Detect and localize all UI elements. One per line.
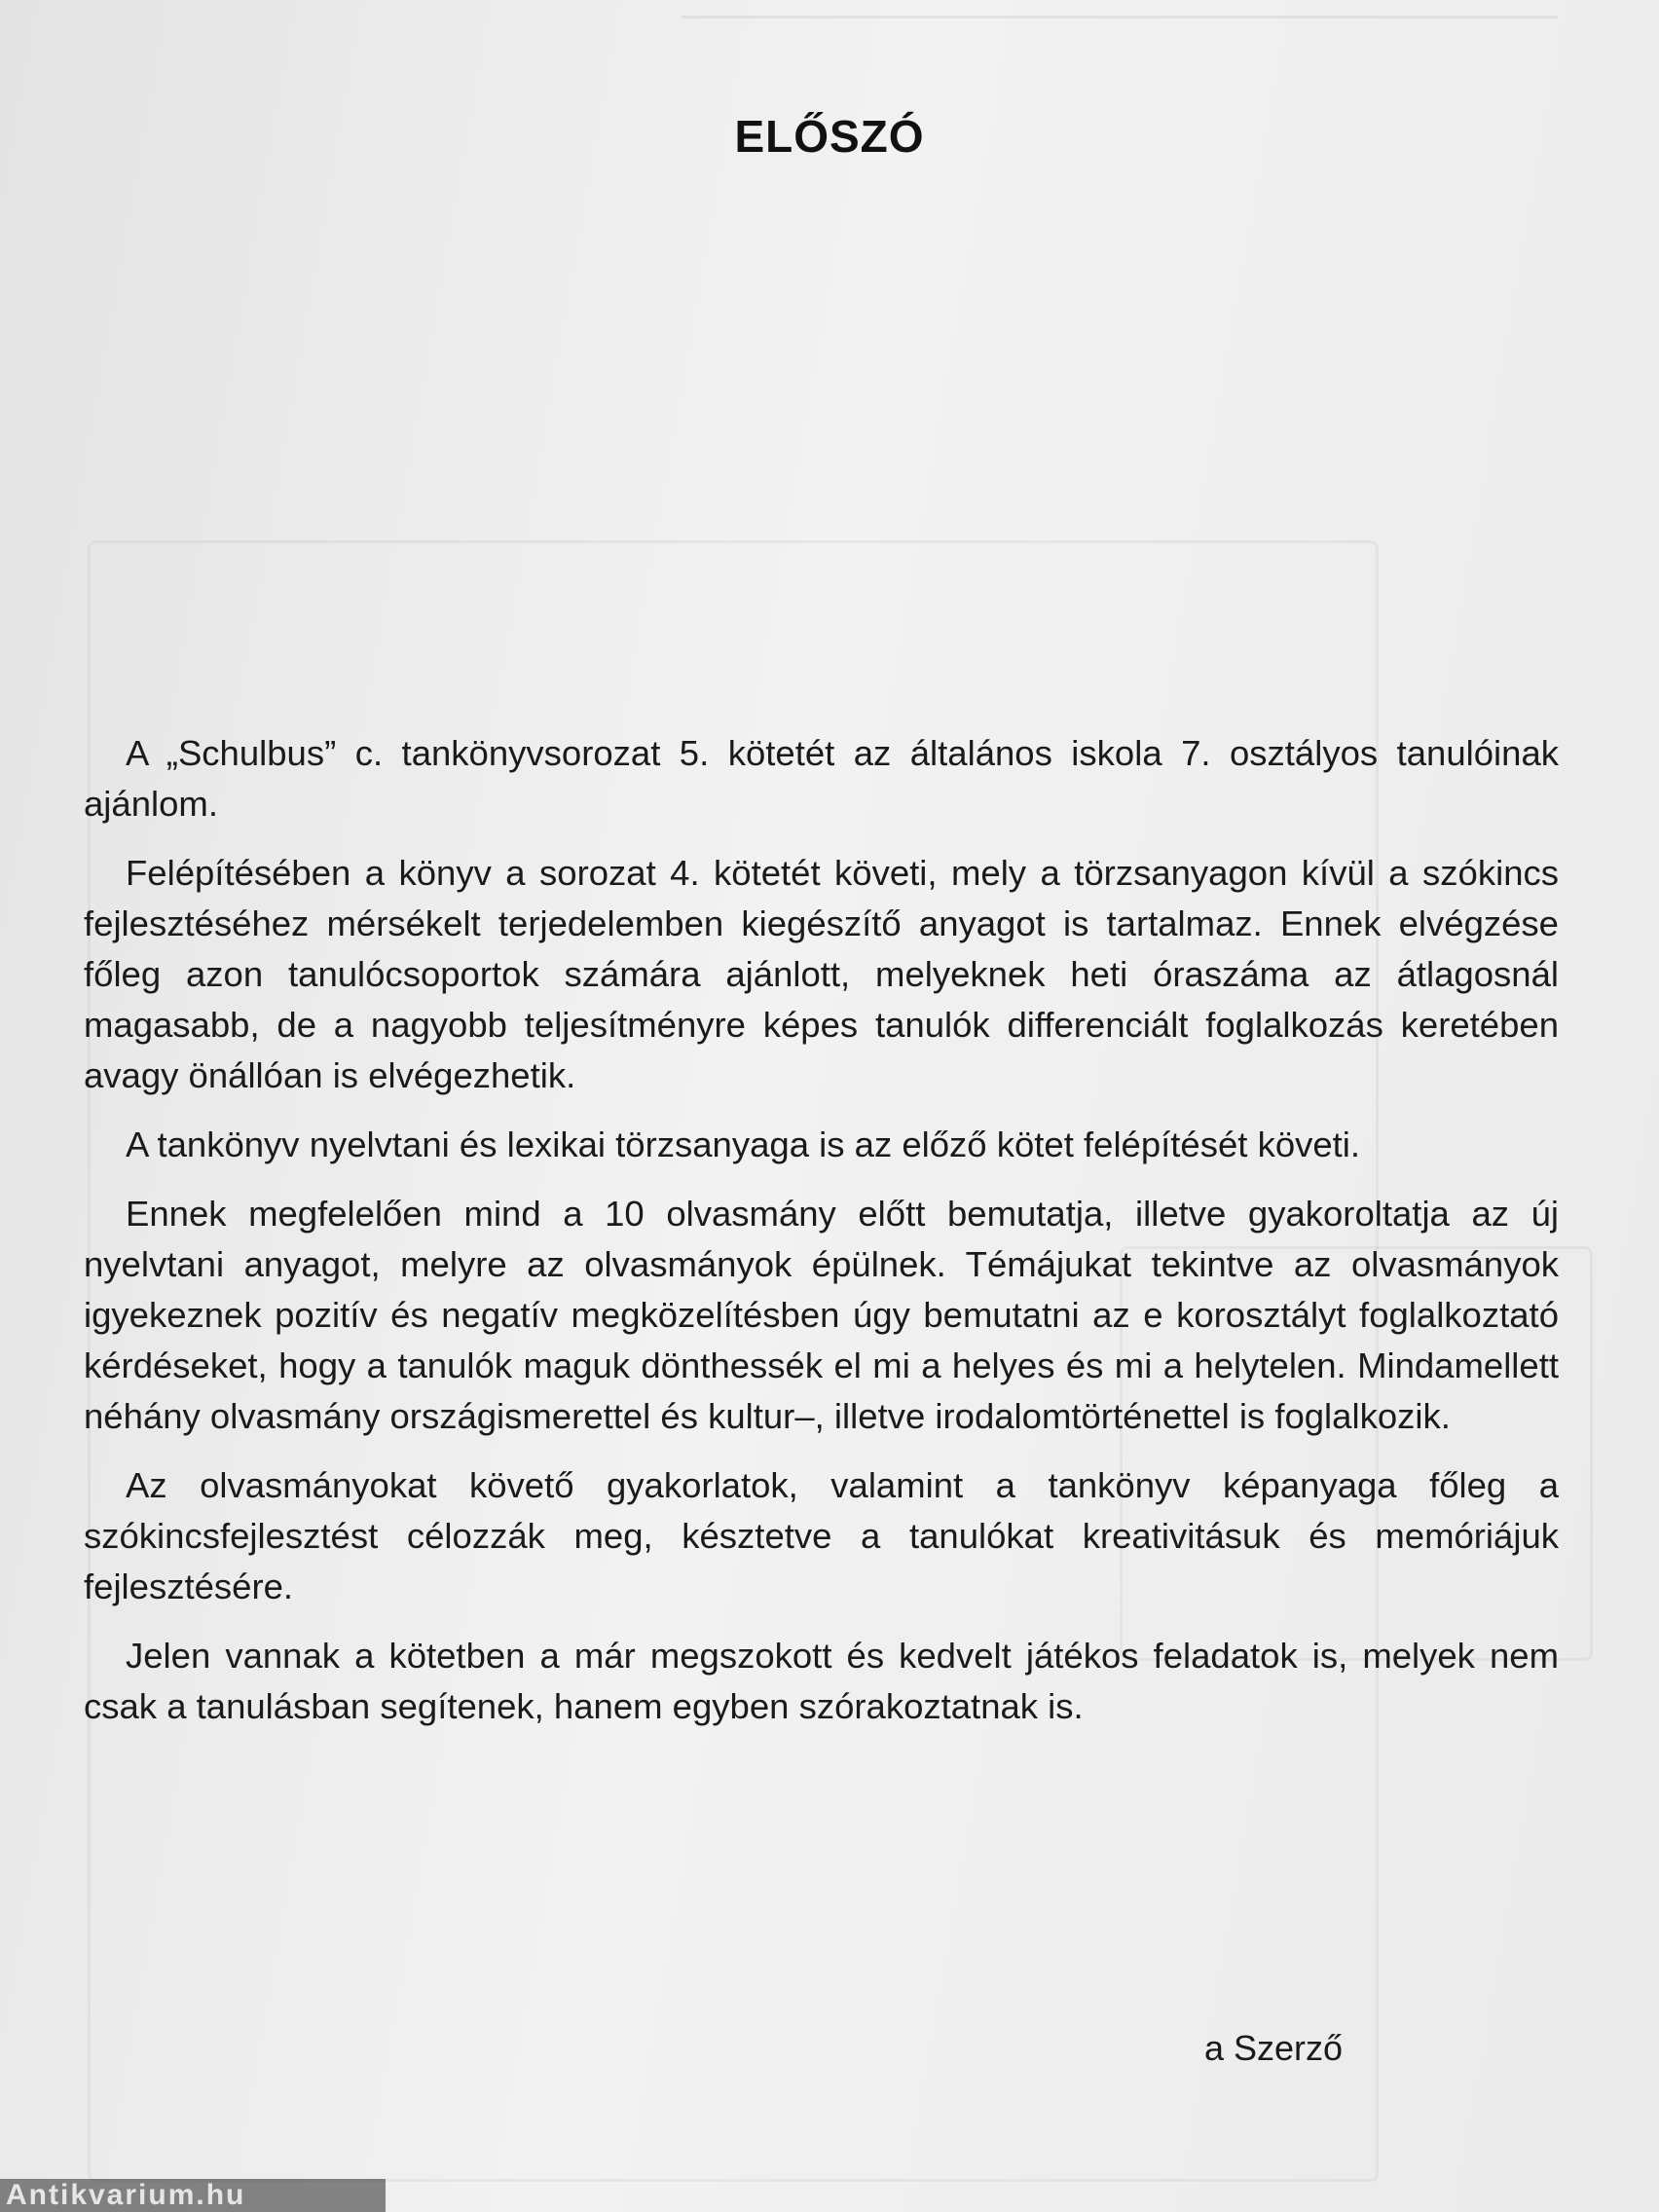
show-through-rule [682, 16, 1558, 18]
page-title: ELŐSZÓ [734, 110, 925, 162]
author-signature: a Szerző [1204, 2028, 1344, 2068]
paragraph: A „Schulbus” c. tankönyvsorozat 5. kötetét az általános iskola 7. osztályos tanulóinak ajánlom. [84, 733, 1559, 824]
paragraph: Jelen vannak a kötetben a már megszokott és kedvelt játékos feladatok is, melyek nem csak a tanulásban segítenek, hanem egyben szórakoztatnak is. [84, 1636, 1559, 1726]
paragraph: Felépítésében a könyv a sorozat 4. kötetét követi, mely a törzsanyagon kívül a szókincs fejlesztéséhez mérsékelt terjedelemben kiegészítő anyagot is tartalmaz. Ennek elvégzése főleg azon tanulócsoportok számára ajánlott, melyeknek heti óraszáma az átlagosnál magasabb, de a nagyobb teljesítményre képes tanulók differenciált foglalkozás keretében avagy önállóan is elvégezhetik. [84, 853, 1559, 1095]
paragraph: Ennek megfelelően mind a 10 olvasmány előtt bemutatja, illetve gyakoroltatja az új nyelvtani anyagot, melyre az olvasmányok épülnek. Témájukat tekintve az olvasmányok igyekeznek pozitív és negatív megközelítésben úgy bemutatni az e korosztályt foglalkoztató kérdéseket, hogy a tanulók maguk dönthessék el mi a helyes és mi a helytelen. Mindamellett néhány olvasmány országismerettel és kultur–, illetve irodalomtörténettel is foglalkozik. [84, 1194, 1559, 1436]
paragraph: Az olvasmányokat követő gyakorlatok, valamint a tankönyv képanyaga főleg a szókincsfejlesztést célozzák meg, késztetve a tanulókat kreativitásuk és memóriájuk fejlesztésére. [84, 1465, 1559, 1606]
preface-text [84, 728, 1559, 1751]
watermark: Antikvarium.hu [0, 2179, 386, 2212]
paragraph: A tankönyv nyelvtani és lexikai törzsanyaga is az előző kötet felépítését követi. [126, 1124, 1361, 1164]
